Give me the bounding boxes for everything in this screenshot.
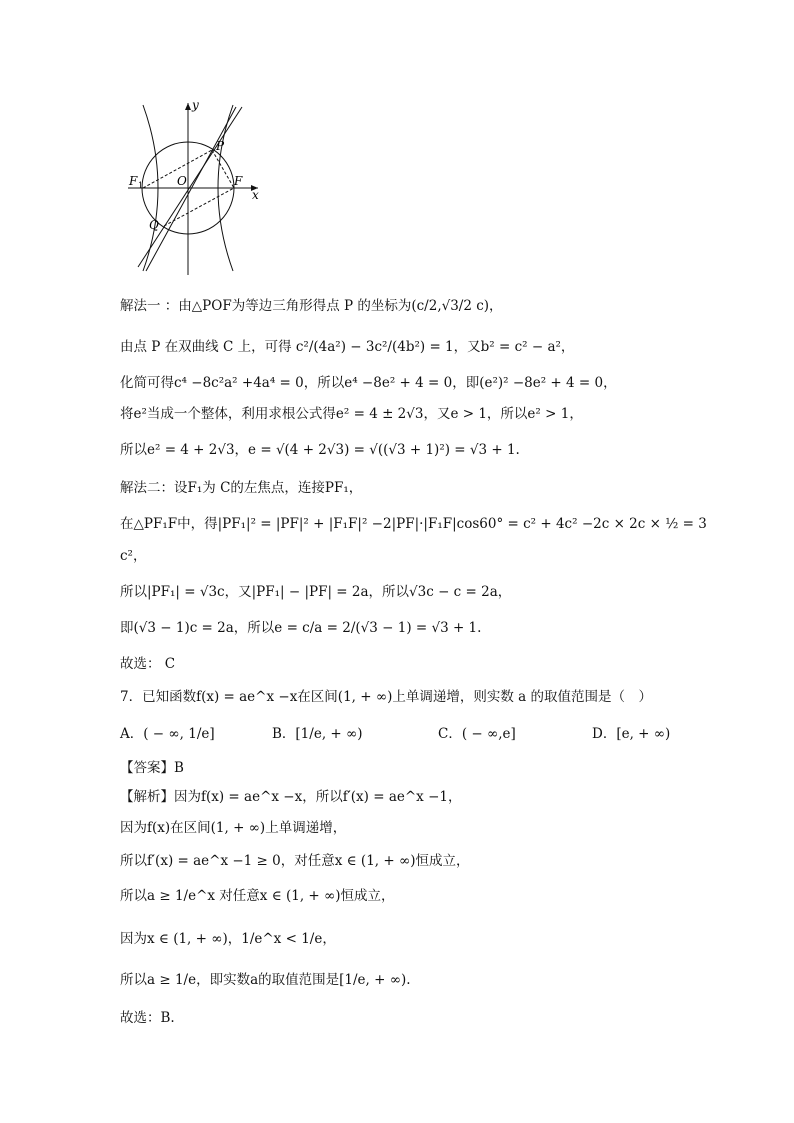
solution2-line2: 在△PF₁F中，得|PF₁|² = |PF|² + |F₁F|² −2|PF|·|F₁F|cos60° = c² + 4c² −2c × 2c × ½ = 3	[120, 516, 707, 532]
analysis-line5: 因为x ∈ (1, + ∞)，1/e^x < 1/e，	[120, 931, 336, 947]
solution2-line3: c²，	[120, 548, 147, 564]
segment-qf	[164, 188, 234, 226]
option-b: B．[1/e, + ∞)	[272, 726, 363, 742]
option-d: D．[e, + ∞)	[592, 726, 671, 742]
label-q: Q	[149, 218, 159, 232]
label-o: O	[177, 174, 187, 188]
hyperbola-figure	[118, 95, 268, 280]
solution1-line2: 由点 P 在双曲线 C 上，可得 c²/(4a²) − 3c²/(4b²) = 1，又b² = c² − a²，	[120, 339, 575, 355]
answer-line: 【答案】B	[120, 760, 184, 776]
choice-line: 故选： C	[120, 656, 176, 672]
solution1-line5: 所以e² = 4 + 2√3，e = √(4 + 2√3) = √((√3 + 1)²) = √3 + 1.	[120, 442, 520, 458]
hyperbola-diagram	[118, 95, 268, 280]
label-f1-subscript: 1	[138, 181, 144, 190]
label-f1: F	[129, 174, 138, 188]
label-y: y	[192, 98, 199, 112]
analysis-line4: 所以a ≥ 1/e^x 对任意x ∈ (1, + ∞)恒成立，	[120, 888, 395, 904]
solution2-line4: 所以|PF₁| = √3c，又|PF₁| − |PF| = 2a，所以√3c − c = 2a，	[120, 584, 512, 600]
line-asymptote	[146, 107, 236, 271]
analysis-line2: 因为f(x)在区间(1, + ∞)上单调递增，	[120, 820, 347, 836]
solution1-line4: 将e²当成一个整体，利用求根公式得e² = 4 ± 2√3，又e > 1，所以e² > 1，	[120, 406, 583, 422]
solution2-line1: 解法二：设F₁为 C的左焦点，连接PF₁，	[120, 480, 363, 496]
solution2-line5: 即(√3 − 1)c = 2a，所以e = c/a = 2/(√3 − 1) = √3 + 1.	[120, 620, 482, 636]
option-a: A．( − ∞, 1/e]	[120, 726, 215, 742]
solution1-line3: 化简可得c⁴ −8c²a² +4a⁴ = 0，所以e⁴ −8e² + 4 = 0，即(e²)² −8e² + 4 = 0，	[120, 375, 617, 391]
label-p: P	[216, 139, 225, 153]
line-pq	[138, 107, 242, 267]
analysis-line3: 所以f′(x) = ae^x −1 ≥ 0，对任意x ∈ (1, + ∞)恒成立，	[120, 853, 470, 869]
label-x: x	[252, 188, 259, 202]
segment-pf	[212, 150, 234, 188]
analysis-line6: 所以a ≥ 1/e，即实数a的取值范围是[1/e, + ∞).	[120, 972, 411, 988]
label-f: F	[234, 174, 243, 188]
question7-options	[120, 722, 680, 742]
y-axis-arrow	[185, 103, 191, 110]
option-c: C．( − ∞,e]	[438, 726, 516, 742]
analysis-line1: 【解析】因为f(x) = ae^x −x，所以f′(x) = ae^x −1，	[120, 789, 462, 805]
question7-stem: 7．已知函数f(x) = ae^x −x在区间(1, + ∞)上单调递增，则实数 a 的取值范围是（ ）	[120, 689, 652, 705]
solution1-line1: 解法一 ：由△POF为等边三角形得点 P 的坐标为(c/2,√3/2 c)，	[120, 298, 503, 314]
analysis-line7: 故选：B.	[120, 1010, 175, 1026]
